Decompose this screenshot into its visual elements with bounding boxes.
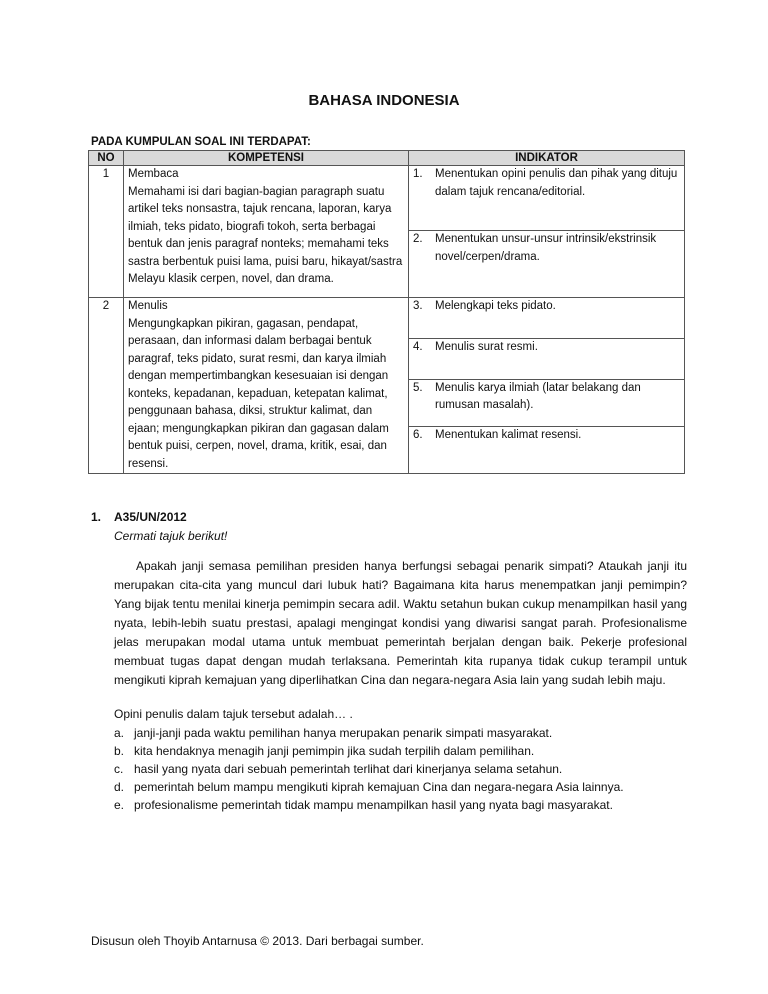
table-row (89, 298, 685, 339)
competency-table (88, 150, 685, 474)
indikator-number: 2. (413, 233, 423, 245)
indikator-text: Melengkapi teks pidato. (435, 300, 556, 312)
header-kompetensi: KOMPETENSI (124, 151, 409, 166)
question-prompt: Opini penulis dalam tajuk tersebut adalah… . (114, 707, 353, 721)
answer-option (114, 778, 687, 796)
indikator-text: Menentukan unsur-unsur intrinsik/ekstrinsik novel/cerpen/drama. (435, 233, 657, 263)
indikator-cell (409, 379, 685, 426)
row-number: 1 (89, 166, 124, 298)
indikator-cell (409, 298, 685, 339)
intro-heading: PADA KUMPULAN SOAL INI TERDAPAT: (91, 136, 311, 148)
answer-options (114, 724, 687, 814)
kompetensi-desc: Memahami isi dari bagian-bagian paragraph suatu artikel teks nonsastra, tajuk rencana, laporan, karya ilmiah, teks pidato, biografi tokoh, serta berbagai bentuk dan jenis paragraf nonteks; memahami teks sastra berbentuk puisi lama, puisi baru, hikayat/sastra Melayu klasik cerpen, novel, dan drama. (128, 185, 403, 285)
kompetensi-cell (124, 298, 409, 474)
table-header-row (89, 151, 685, 166)
question-code: A35/UN/2012 (114, 510, 187, 524)
indikator-number: 6. (413, 428, 423, 441)
question-number: 1. (91, 510, 102, 524)
answer-option (114, 760, 687, 778)
option-text: profesionalisme pemerintah tidak mampu menampilkan hasil yang nyata bagi masyarakat. (134, 798, 613, 812)
answer-option (114, 796, 687, 814)
question-block (91, 510, 687, 814)
option-text: kita hendaknya menagih janji pemimpin jika sudah terpilih dalam pemilihan. (134, 744, 535, 758)
page-title: BAHASA INDONESIA (308, 92, 460, 109)
option-letter: b. (114, 744, 125, 758)
header-indikator: INDIKATOR (409, 151, 685, 166)
indikator-cell (409, 426, 685, 473)
indikator-text: Menentukan opini penulis dan pihak yang dituju dalam tajuk rencana/editorial. (435, 168, 678, 198)
kompetensi-title: Menulis (128, 300, 168, 312)
option-letter: d. (114, 780, 125, 794)
indikator-cell (409, 231, 685, 298)
kompetensi-desc: Mengungkapkan pikiran, gagasan, pendapat, perasaan, dan informasi dalam berbagai bentuk paragraf, teks pidato, surat resmi, dan karya ilmiah dengan mempertimbangkan kesesuaian isi dengan konteks, kepadanan, kepaduan, ketepatan kalimat, penggunaan bahasa, diksi, struktur kalimat, dan ejaan; mengungkapkan pikiran dan gagasan dalam bentuk puisi, cerpen, novel, drama, kritik, esai, dan resensi. (128, 317, 389, 470)
indikator-number: 5. (413, 381, 423, 394)
option-text: janji-janji pada waktu pemilihan hanya merupakan penarik simpati masyarakat. (134, 726, 553, 740)
row-number: 2 (89, 298, 124, 474)
option-letter: a. (114, 726, 125, 740)
option-letter: c. (114, 762, 124, 776)
indikator-text: Menulis surat resmi. (435, 340, 538, 353)
option-text: pemerintah belum mampu mengikuti kiprah kemajuan Cina dan negara-negara Asia lainnya. (134, 780, 624, 794)
indikator-number: 3. (413, 300, 423, 312)
indikator-number: 1. (413, 168, 423, 180)
indikator-text: Menulis karya ilmiah (latar belakang dan rumusan masalah). (435, 381, 641, 412)
indikator-cell (409, 338, 685, 379)
indikator-number: 4. (413, 340, 423, 353)
option-letter: e. (114, 798, 125, 812)
answer-option (114, 742, 687, 760)
question-passage: Apakah janji semasa pemilihan presiden hanya berfungsi sebagai penarik simpati? Ataukah janji itu merupakan cita-cita yang muncul dari lubuk hati? Bagaimana kita harus menempatkan janji pemimpin? Yang bijak tentu menilai kinerja pemimpin secara adil. Waktu setahun bukan cukup menampilkan hasil yang nyata, lebih-lebih suatu prestasi, apalagi mengingat kondisi yang diwarisi sangat parah. Profesionalisme jelas merupakan modal utama untuk membuat pemerintah berjalan dengan baik. Pekerje profesional membuat tugas dapat dengan mudah terlaksana. Pemerintah kita rupanya tidak cukup terampil untuk mengikuti kiprah kemajuan yang diperlihatkan Cina dan negara-negara Asia lain yang sudah lebih maju. (114, 559, 687, 687)
kompetensi-cell (124, 166, 409, 298)
question-heading (91, 510, 687, 524)
page-footer: Disusun oleh Thoyib Antarnusa © 2013. Dari berbagai sumber. (91, 934, 424, 948)
answer-option (114, 724, 687, 742)
option-text: hasil yang nyata dari sebuah pemerintah terlihat dari kinerjanya selama setahun. (134, 762, 563, 776)
indikator-text: Menentukan kalimat resensi. (435, 428, 582, 441)
question-instruction: Cermati tajuk berikut! (114, 529, 228, 543)
header-no: NO (89, 151, 124, 166)
indikator-cell (409, 166, 685, 231)
table-row (89, 166, 685, 231)
kompetensi-title: Membaca (128, 168, 179, 180)
